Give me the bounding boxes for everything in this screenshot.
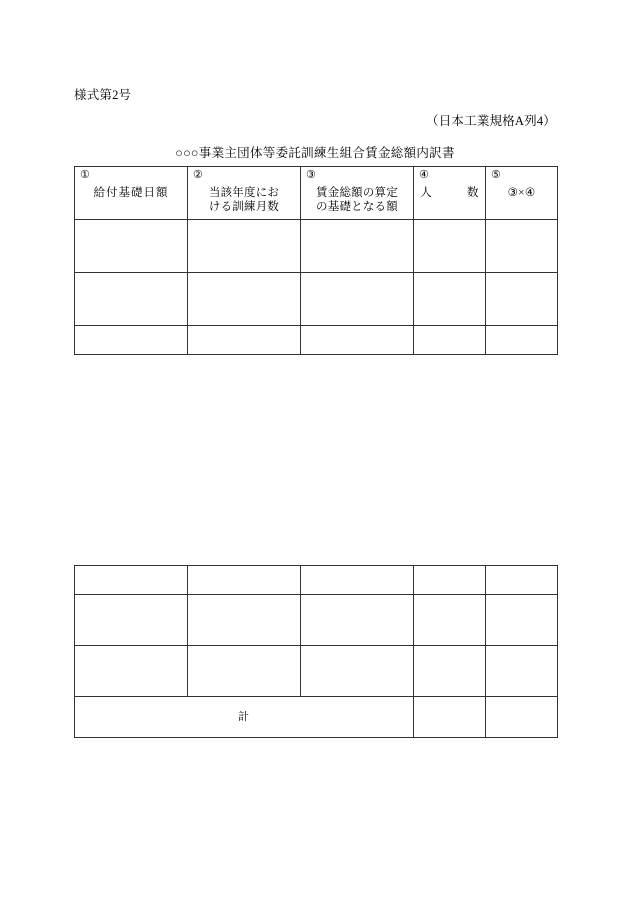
- table-header-cell-3: [301, 167, 414, 220]
- table-header-cell-1: [75, 167, 188, 220]
- header-label-2: [188, 186, 300, 215]
- cell-person-count[interactable]: [414, 566, 486, 595]
- table-row: [75, 273, 558, 326]
- cell-base-amount[interactable]: [301, 220, 414, 273]
- table-row: [75, 566, 558, 595]
- cell-training-months[interactable]: [188, 220, 301, 273]
- cell-training-months[interactable]: [188, 646, 301, 697]
- cell-product[interactable]: [486, 595, 558, 646]
- header-marker-2: ②: [193, 169, 203, 181]
- table-row: [75, 595, 558, 646]
- form-number: 様式第2号: [74, 88, 132, 102]
- wage-breakdown-table: [74, 166, 558, 355]
- cell-person-count[interactable]: [414, 273, 486, 326]
- cell-training-months[interactable]: [188, 566, 301, 595]
- table-header-cell-2: [188, 167, 301, 220]
- header-label-3: [301, 186, 413, 215]
- header-marker-5: ⑤: [491, 169, 501, 181]
- cell-daily-amount[interactable]: [75, 595, 188, 646]
- cell-person-count[interactable]: [414, 220, 486, 273]
- cell-product[interactable]: [486, 220, 558, 273]
- cell-product[interactable]: [486, 273, 558, 326]
- cell-daily-amount[interactable]: [75, 220, 188, 273]
- cell-person-count[interactable]: [414, 646, 486, 697]
- total-amount[interactable]: [486, 697, 558, 738]
- total-person-count[interactable]: [414, 697, 486, 738]
- cell-base-amount[interactable]: [301, 566, 414, 595]
- header-marker-1: ①: [80, 169, 90, 181]
- header-label-2-line1: 当該年度にお: [208, 187, 280, 199]
- table-body-gap: [74, 345, 557, 565]
- page-title: ○○○事業主団体等委託訓練生組合賃金総額内訳書: [175, 146, 455, 160]
- cell-product[interactable]: [486, 566, 558, 595]
- cell-daily-amount[interactable]: [75, 273, 188, 326]
- cell-product[interactable]: [486, 646, 558, 697]
- header-label-3-line2: の基礎となる額: [316, 201, 398, 214]
- header-label-5-line1: ③×④: [507, 187, 536, 199]
- header-label-1: [75, 186, 187, 200]
- table-header-cell-5: [486, 167, 558, 220]
- cell-person-count[interactable]: [414, 595, 486, 646]
- total-label: 計: [75, 697, 414, 738]
- wage-breakdown-table-continued: [74, 565, 558, 738]
- header-label-4: [414, 186, 485, 200]
- table-row: [75, 646, 558, 697]
- cell-daily-amount[interactable]: [75, 566, 188, 595]
- header-label-1-line1: 給付基礎日額: [93, 187, 169, 199]
- header-label-2-line2: ける訓練月数: [208, 201, 280, 214]
- table-header-cell-4: [414, 167, 486, 220]
- cell-base-amount[interactable]: [301, 595, 414, 646]
- header-marker-4: ④: [419, 169, 429, 181]
- table-row: [75, 220, 558, 273]
- table-header-row: [75, 167, 558, 220]
- cell-training-months[interactable]: [188, 273, 301, 326]
- cell-daily-amount[interactable]: [75, 646, 188, 697]
- table-total-row: [75, 697, 558, 738]
- cell-base-amount[interactable]: [301, 646, 414, 697]
- header-label-4-line1: 人 数: [420, 187, 479, 199]
- header-label-5: [486, 186, 557, 200]
- paper-spec: （日本工業規格A列4）: [426, 114, 556, 128]
- cell-base-amount[interactable]: [301, 273, 414, 326]
- header-label-3-line1: 賃金総額の算定: [316, 187, 398, 199]
- cell-training-months[interactable]: [188, 595, 301, 646]
- header-marker-3: ③: [306, 169, 316, 181]
